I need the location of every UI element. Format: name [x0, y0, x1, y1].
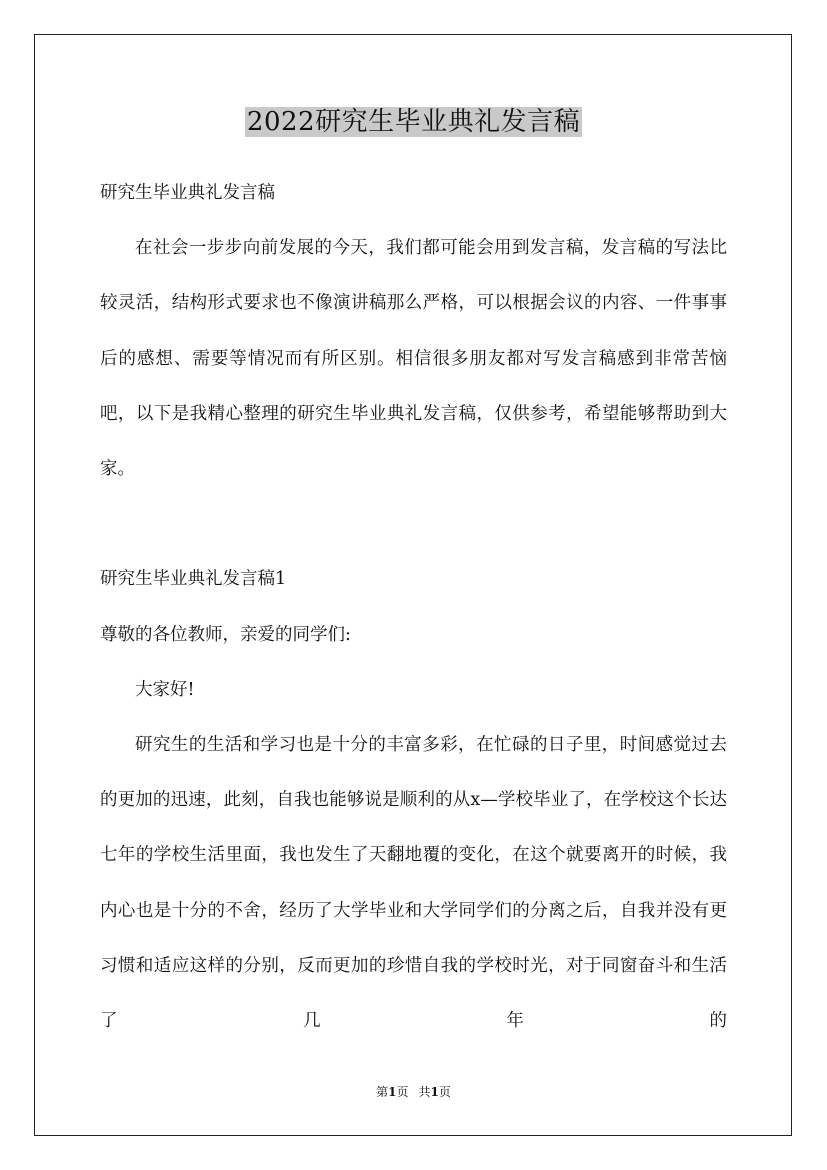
- body-paragraph: 研究生的生活和学习也是十分的丰富多彩，在忙碌的日子里，时间感觉过去的更加的迅速，此刻，自我也能够说是顺利的从x—学校毕业了，在学校这个长达七年的学校生活里面，我也发生了天翻地覆的变化，在这个就要离开的时候，我内心也是十分的不舍，经历了大学毕业和大学同学们的分离之后，自我并没有更习惯和适应这样的分别，反而更加的珍惜自我的学校时光，对于同窗奋斗和生活了几年的: [100, 735, 727, 1032]
- footer-total-suffix: 页: [438, 1085, 451, 1099]
- document-title-text: 2022研究生毕业典礼发言稿: [246, 107, 581, 137]
- document-title: [0, 102, 827, 142]
- page-footer: [0, 1083, 827, 1101]
- section-heading: 研究生毕业典礼发言稿1: [100, 569, 287, 590]
- salutation: 尊敬的各位教师，亲爱的同学们:: [100, 624, 351, 645]
- footer-total-prefix: 共: [418, 1085, 431, 1099]
- footer-page-suffix: 页: [396, 1085, 409, 1099]
- intro-paragraph: 在社会一步步向前发展的今天，我们都可能会用到发言稿，发言稿的写法比较灵活，结构形式要求也不像演讲稿那么严格，可以根据会议的内容、一件事事后的感想、需要等情况而有所区别。相信很多朋友都对写发言稿感到非常苦恼吧，以下是我精心整理的研究生毕业典礼发言稿，仅供参考，希望能够帮助到大家。: [100, 238, 727, 480]
- footer-page-prefix: 第: [376, 1085, 389, 1099]
- document-subtitle: 研究生毕业典礼发言稿: [100, 183, 275, 203]
- footer-total-number: 1: [430, 1085, 439, 1099]
- paragraph-spacer: [100, 497, 727, 552]
- footer-page-number: 1: [388, 1085, 397, 1099]
- document-body: [100, 166, 727, 1049]
- greeting: 大家好!: [135, 679, 195, 700]
